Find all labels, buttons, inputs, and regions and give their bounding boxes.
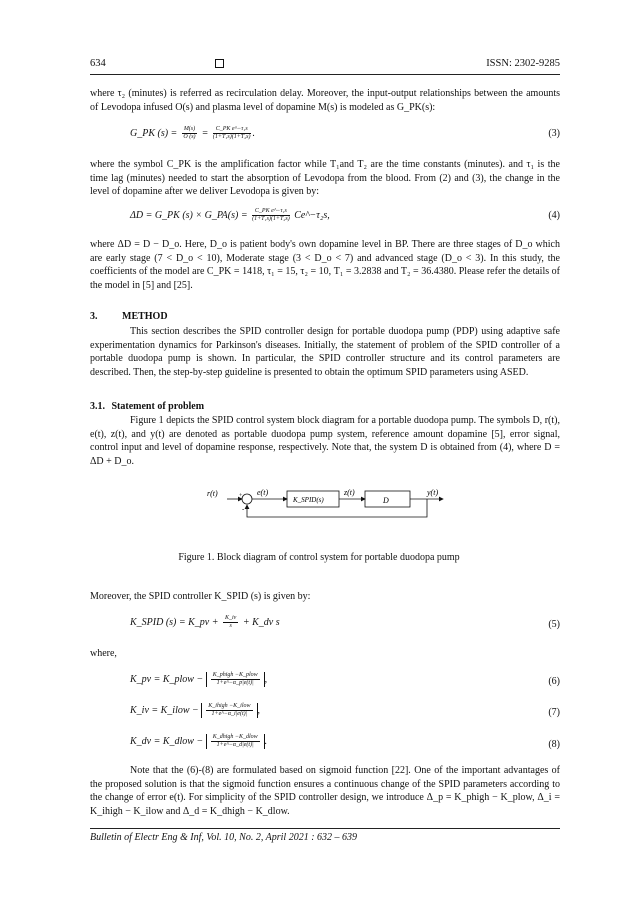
label-plus: +	[239, 493, 243, 499]
page-footer: Bulletin of Electr Eng & Inf, Vol. 10, No. 2, April 2021 : 632 – 639	[90, 828, 560, 843]
eq6-number: (6)	[548, 676, 560, 687]
page-header	[90, 58, 560, 75]
section-3-1-number: 3.1.	[90, 401, 105, 412]
eq3-lhs: G_PK (s) =	[130, 127, 178, 139]
eq7-number: (7)	[548, 707, 560, 718]
eq4-lhs: ΔD = G_PK (s) × G_PA(s) =	[130, 209, 248, 221]
eq7-abs: $\frac{\text{K\_ihigh −K\_ilow}}{1+e\^{}-\alpha\_i|e(t)|}$	[201, 703, 257, 718]
issn: ISSN: 2302-9285	[486, 58, 560, 69]
label-y: y(t)	[427, 488, 439, 497]
eq4-frac: $\frac{\text{C\_PK e\textasciicircum{}−τ₁s}}{\text{(1+T₁s)(1+T₂s)}}$	[252, 208, 290, 222]
eq6-lhs: K_pv = K_plow −	[130, 673, 204, 685]
label-minus: -	[242, 505, 245, 513]
eq8-number: (8)	[548, 739, 560, 750]
label-kspid: K_SPID(s)	[293, 496, 324, 504]
paragraph-5: Figure 1 depicts the SPID control system block diagram for a portable duodopa pump. The symbols D, r(t), e(t), z(t), and y(t) are denoted as portable duodopa pump system, reference amount dopamine [5], error signal, control input and level of dopamine response, respectively. Note that, the system D is obtained from (4), where D = ΔD + D_o.	[90, 415, 560, 467]
eq5-tail: + K_dv s	[242, 616, 280, 628]
eq3-tail: .	[252, 127, 256, 139]
eq6-tail: ,	[264, 673, 268, 685]
eq6-abs: $\frac{\text{K\_phigh −K\_plow}}{1+e\^{}-\alpha\_p|e(t)|}$	[206, 672, 265, 687]
section-3-title: METHOD	[122, 311, 168, 322]
eq3-number: (3)	[548, 128, 560, 139]
paragraph-4: This section describes the SPID controller design for portable duodopa pump (PDP) using adaptive safe experimentation dynamics for Parkinson's diseases. Initially, the statement of problem of the SPID controller of a portable duodopa pump is shown. In particular, the SPID controller structure and its control parameters are described. Then, the step-by-step guideline is presented to obtain the optimum SPID parameters using ASED.	[90, 326, 560, 378]
eq8-abs: $\frac{\text{K\_dhigh −K\_dlow}}{1+e\^{}-\alpha\_d|e(t)|}$	[206, 734, 265, 749]
eq4-tail: Ce^−τ₂s,	[294, 209, 330, 221]
feedback-path	[247, 499, 427, 517]
equation-7	[130, 703, 260, 718]
eq5-number: (5)	[548, 619, 560, 630]
paragraph-3: where ΔD = D − D_o. Here, D_o is patient body's own dopamine level in BP. There are three stages of D_o which are early stage (7 < D_o < 10), Moderate stage (3 < D_o < 7) and advanced stage (D_o < 3). In this study, the coefficients of the model are C_PK = 1418, τ₁ = 15, τ₂ = 10, T₁ = 3.2838 and T₂ = 36.4380. Please refer the details of the model in [5] and [25].	[90, 239, 560, 291]
eq3-frac2: $\frac{\text{C\_PK e\textasciicircum{}−τ₁s}}{\text{(1+T₁s)(1+T₂s)}}$	[212, 126, 251, 140]
eq5-lhs: K_SPID (s) = K_pv +	[130, 616, 219, 628]
equation-8	[130, 734, 267, 749]
equation-4	[130, 208, 330, 223]
summing-junction	[242, 494, 252, 504]
label-r: r(t)	[207, 489, 218, 498]
figure-caption: Figure 1. Block diagram of control system for portable duodopa pump	[178, 552, 460, 563]
eq8-tail: .	[264, 735, 268, 747]
page-number: 634	[90, 58, 106, 69]
paragraph-7: Note that the (6)-(8) are formulated based on sigmoid function [22]. One of the important advantages of the proposed solution is that the sigmoid function ensures a continuous change of the SPID parameters according to the change of error e(t). For simplicity of the SPID controller design, we introduce Δ_p = K_phigh − K_plow, Δ_i = K_ihigh − K_ilow and Δ_d = K_dhigh − K_dlow.	[90, 765, 560, 817]
eq3-equals: =	[201, 127, 209, 139]
eq5-frac: $\frac{K\_iv}{s}$	[225, 615, 237, 629]
section-3-number: 3.	[90, 311, 98, 322]
eq7-tail: ,	[257, 704, 261, 716]
block-diagram	[205, 483, 450, 525]
eq8-lhs: K_dv = K_dlow −	[130, 735, 204, 747]
equation-6	[130, 672, 267, 687]
where-label: where,	[90, 648, 117, 659]
label-e: e(t)	[257, 488, 269, 497]
label-z: z(t)	[344, 488, 355, 497]
equation-3	[130, 126, 255, 141]
paragraph-1: where τ₂ (minutes) is referred as recirculation delay. Moreover, the input-output relationships between the amounts of Levodopa infused O(s) and plasma level of dopamine M(s) is modeled as G_PK(s):	[90, 88, 560, 113]
equation-5	[130, 615, 280, 630]
eq7-lhs: K_iv = K_ilow −	[130, 704, 199, 716]
paragraph-6: Moreover, the SPID controller K_SPID (s) is given by:	[90, 591, 311, 602]
section-3-heading	[90, 311, 168, 322]
eq4-number: (4)	[548, 210, 560, 221]
label-d: D	[383, 496, 389, 505]
eq3-frac1: $\frac{M(s)}{O (s)}$	[183, 126, 196, 140]
section-3-1-title: Statement of problem	[111, 401, 205, 412]
paragraph-2: where the symbol C_PK is the amplification factor while T₁and T₂ are the time constants (minutes). and τ₁ is the time lag (minutes) needed to start the absorption of Levodopa from the blood. From (2) and (3), the change in the level of dopamine after we deliver Levodopa is given by:	[90, 159, 560, 198]
section-3-1-heading	[90, 401, 204, 412]
square-icon	[215, 59, 224, 68]
